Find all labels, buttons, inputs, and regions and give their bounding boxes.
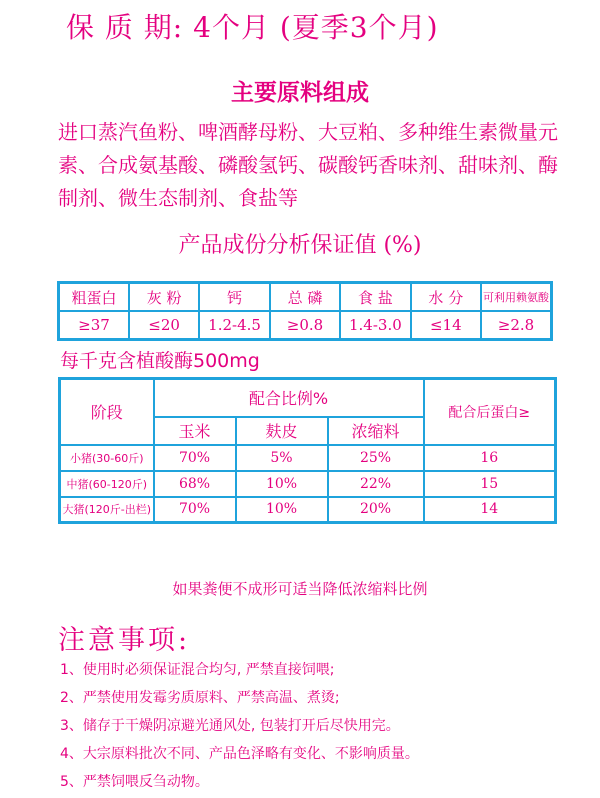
corn-cell: 70% xyxy=(154,445,236,471)
concentrate-cell: 22% xyxy=(328,471,424,497)
concentrate-cell: 20% xyxy=(328,497,424,523)
bran-header: 麸皮 xyxy=(236,417,328,445)
corn-cell: 70% xyxy=(154,497,236,523)
ingredients-text: 进口蒸汽鱼粉、啤酒酵母粉、大豆粕、多种维生素微量元素、合成氨基酸、磷酸氢钙、碳酸钙香味剂、甜味剂、酶制剂、微生态制剂、食盐等 xyxy=(58,120,558,210)
analysis-header-row xyxy=(59,283,552,312)
table-row xyxy=(60,471,556,497)
stage-cell: 小猪(30-60斤) xyxy=(60,445,154,471)
analysis-value-cell: ≥2.8 xyxy=(481,311,551,340)
protein-header: 配合后蛋白≥ xyxy=(424,379,556,445)
analysis-value-row xyxy=(59,311,552,340)
corn-cell: 68% xyxy=(154,471,236,497)
bran-cell: 5% xyxy=(236,445,328,471)
analysis-header-cell: 灰 粉 xyxy=(129,283,199,312)
analysis-header-cell: 可利用赖氨酸 xyxy=(481,283,551,312)
concentrate-hint: 如果粪便不成形可适当降低浓缩料比例 xyxy=(172,580,428,598)
shelf-life: 保 质 期: 4个月 (夏季3个月) xyxy=(66,11,439,44)
stage-header: 阶段 xyxy=(60,379,154,445)
bran-cell: 10% xyxy=(236,497,328,523)
protein-cell: 14 xyxy=(424,497,556,523)
list-item: 2、严禁使用发霉劣质原料、严禁高温、煮烫; xyxy=(60,690,340,706)
concentrate-cell: 25% xyxy=(328,445,424,471)
analysis-header-cell: 总 磷 xyxy=(270,283,340,312)
list-item: 5、严禁饲喂反刍动物。 xyxy=(60,774,209,790)
analysis-value-cell: 1.4-3.0 xyxy=(340,311,410,340)
analysis-value-cell: ≥0.8 xyxy=(270,311,340,340)
notice-list xyxy=(60,658,419,798)
concentrate-header: 浓缩料 xyxy=(328,417,424,445)
ratio-header: 配合比例% xyxy=(154,379,424,417)
table-row xyxy=(60,497,556,523)
analysis-value-cell: 1.2-4.5 xyxy=(199,311,269,340)
analysis-value-cell: ≤20 xyxy=(129,311,199,340)
analysis-header-cell: 水 分 xyxy=(411,283,481,312)
analysis-header-cell: 粗蛋白 xyxy=(59,283,129,312)
list-item: 3、储存于干燥阴凉避光通风处, 包装打开后尽快用完。 xyxy=(60,718,400,734)
ingredients-title: 主要原料组成 xyxy=(231,80,369,106)
protein-cell: 16 xyxy=(424,445,556,471)
feed-ratio-table xyxy=(58,377,557,524)
stage-cell: 中猪(60-120斤) xyxy=(60,471,154,497)
corn-header: 玉米 xyxy=(154,417,236,445)
analysis-header-cell: 钙 xyxy=(199,283,269,312)
analysis-value-cell: ≤14 xyxy=(411,311,481,340)
stage-cell: 大猪(120斤-出栏) xyxy=(60,497,154,523)
table-row xyxy=(60,445,556,471)
notice-title: 注意事项: xyxy=(58,625,191,656)
list-item: 4、大宗原料批次不同、产品色泽略有变化、不影响质量。 xyxy=(60,746,419,762)
analysis-title: 产品成份分析保证值 (%) xyxy=(178,233,422,258)
protein-cell: 15 xyxy=(424,471,556,497)
analysis-table xyxy=(57,281,553,341)
list-item: 1、使用时必须保证混合均匀, 严禁直接饲喂; xyxy=(60,662,335,678)
bran-cell: 10% xyxy=(236,471,328,497)
ratio-header-row xyxy=(60,379,556,417)
analysis-value-cell: ≥37 xyxy=(59,311,129,340)
phytase-note: 每千克含植酸酶500mg xyxy=(60,350,260,372)
analysis-header-cell: 食 盐 xyxy=(340,283,410,312)
